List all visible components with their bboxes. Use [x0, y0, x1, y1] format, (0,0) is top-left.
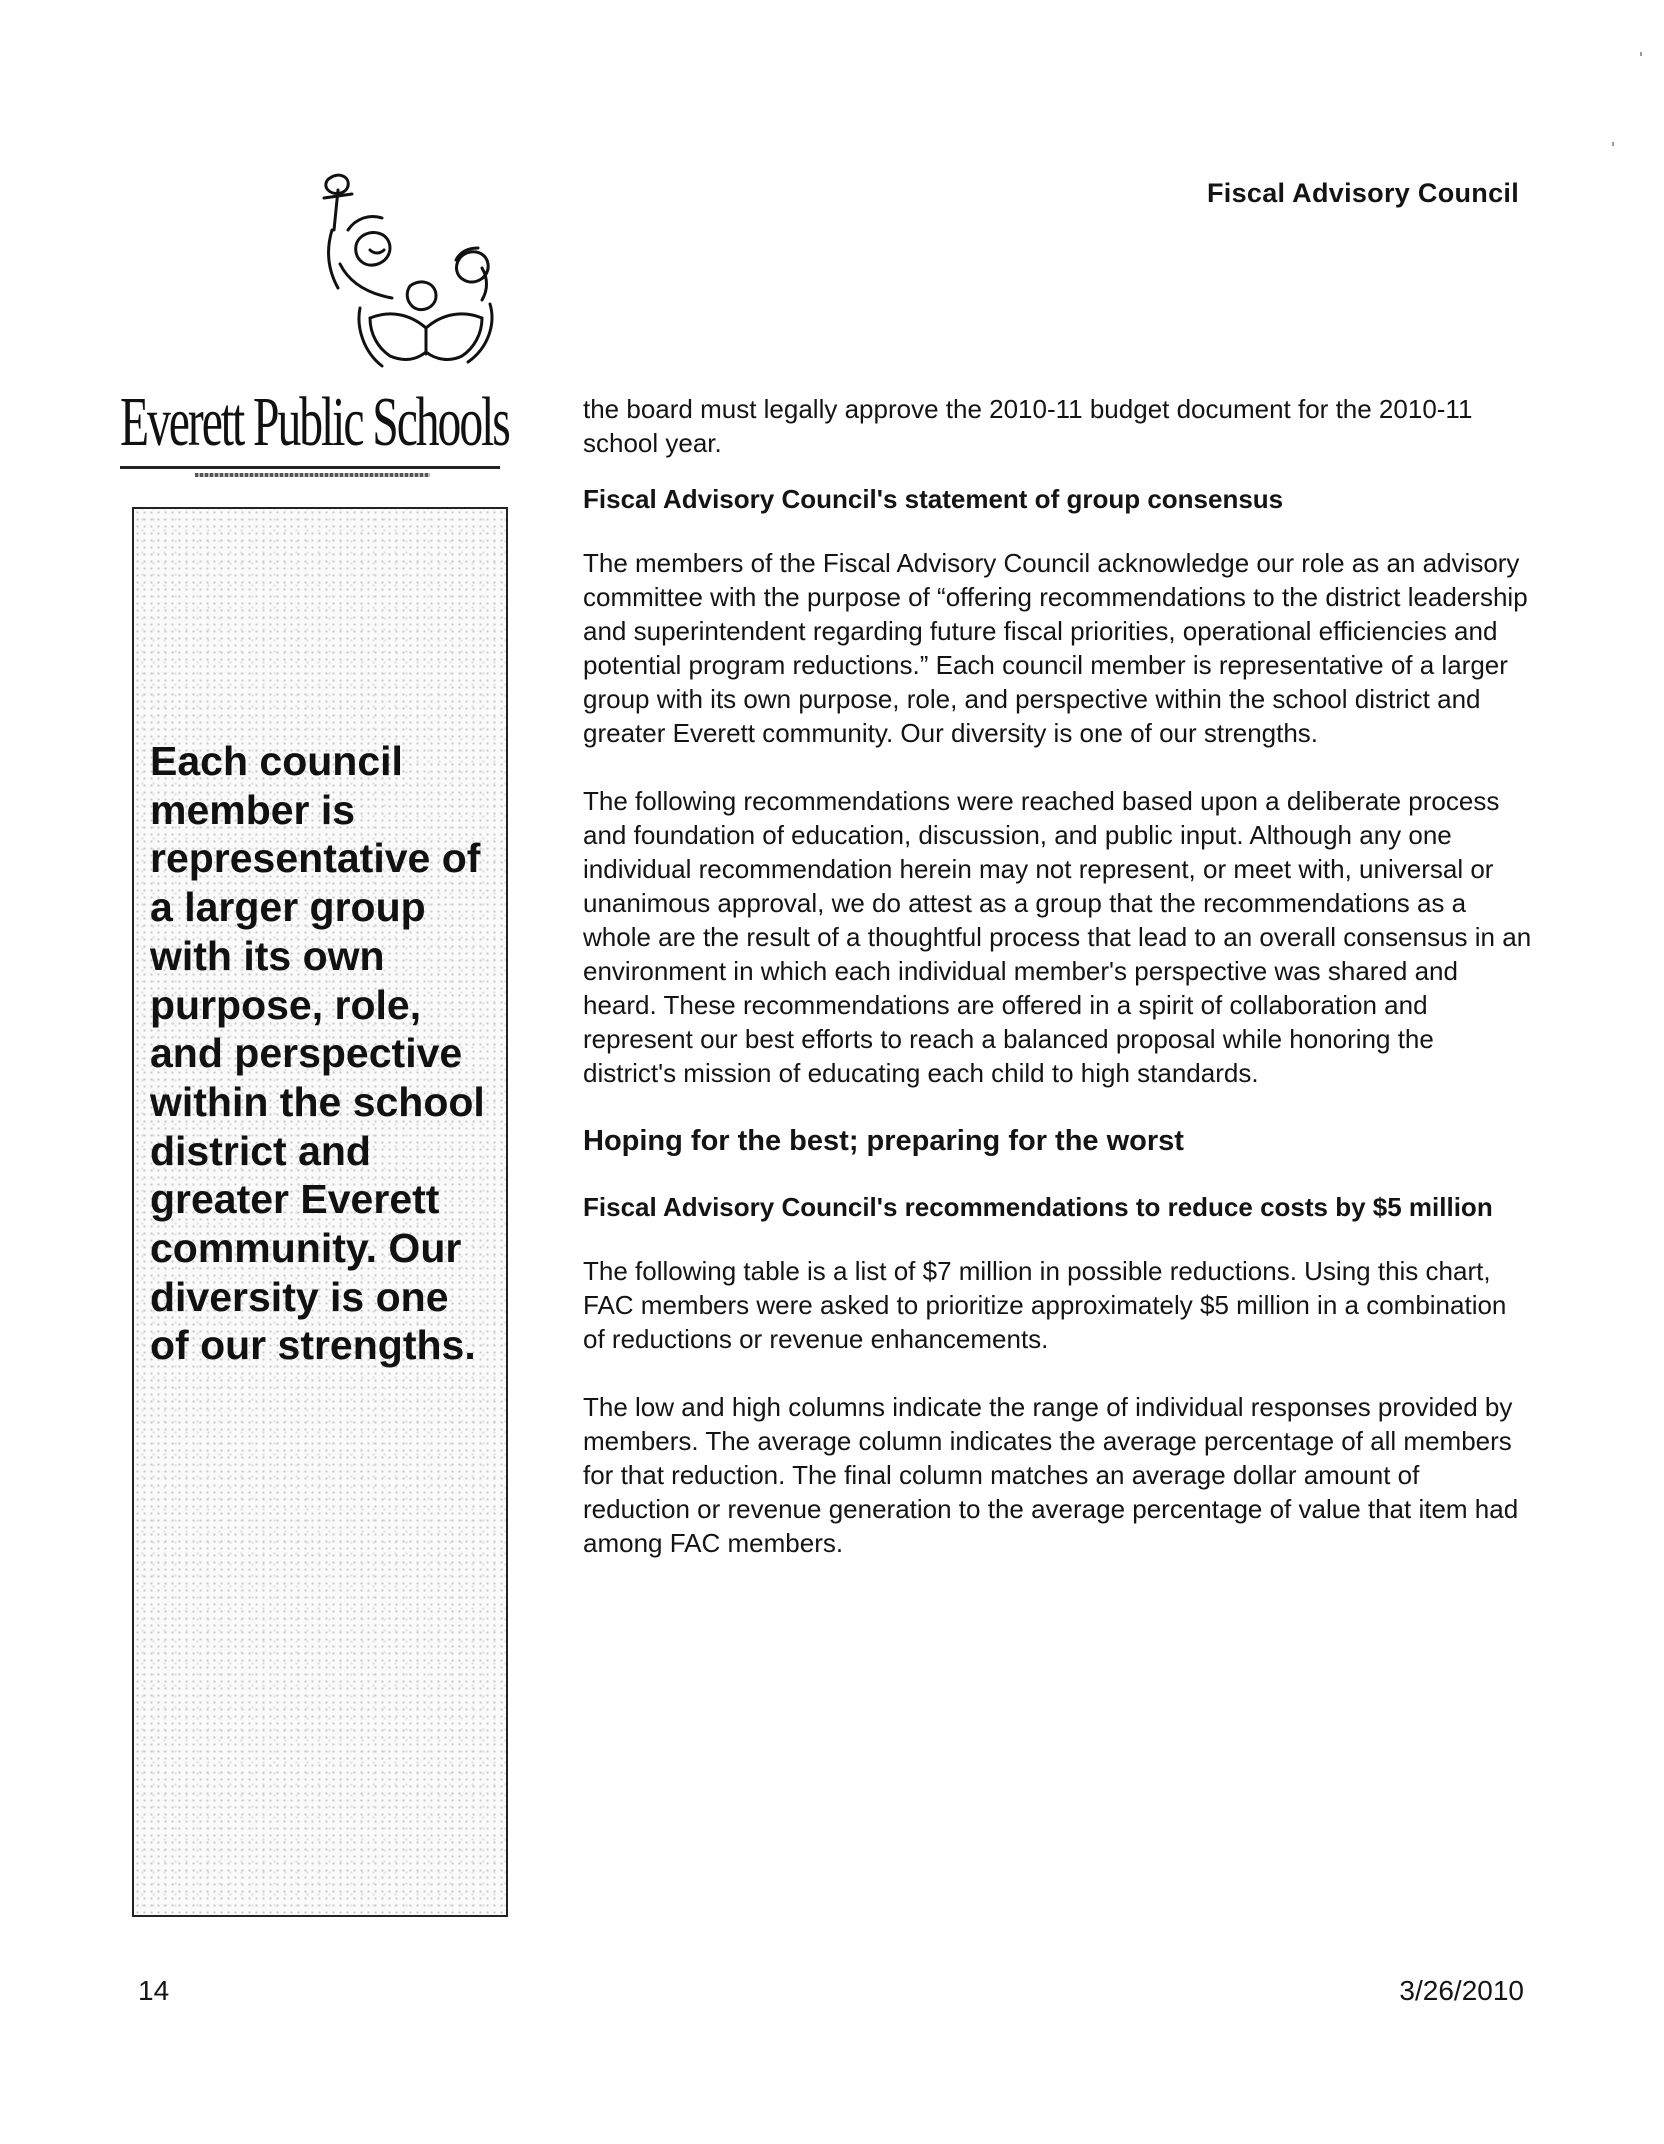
page-header-title: Fiscal Advisory Council	[1207, 178, 1519, 208]
consensus-heading: Fiscal Advisory Council's statement of group consensus	[583, 484, 1284, 514]
consensus-paragraph-2: The following recommendations were reached based upon a deliberate process and foundation of education, discussion, and public input. Although any one individual recommendation herein may not represent, or meet with, universal or unanimous approval, we do attest as a group that the recommendations as a whole are the result of a thoughtful process that lead to an overall consensus in an environment in which each individual member's perspective was shared and heard. These recommendations are offered in a spirit of collaboration and represent our best efforts to reach a balanced proposal while honoring the district's mission of educating each child to high standards.	[583, 786, 1532, 1088]
scan-mark	[1612, 142, 1614, 146]
pull-quote-box	[132, 507, 508, 1917]
section-heading: Hoping for the best; preparing for the worst	[583, 1125, 1184, 1157]
footer-date: 3/26/2010	[1399, 1975, 1524, 2006]
logo-underline-accent	[195, 473, 430, 477]
intro-paragraph: the board must legally approve the 2010-11 budget document for the 2010-11 school year.	[583, 394, 1473, 458]
recommendations-paragraph-2: The low and high columns indicate the range of individual responses provided by members. The average column indicates the average percentage of all members for that reduction. The final column matches an average dollar amount of reduction or revenue generation to the average percentage of value that item had among FAC members.	[583, 1392, 1519, 1558]
organization-name: Everett Public Schools	[120, 384, 509, 461]
page-number: 14	[138, 1975, 170, 2006]
scan-mark	[1640, 52, 1642, 56]
children-reading-icon	[220, 168, 540, 378]
logo-underline	[120, 466, 500, 469]
recommendations-paragraph-1: The following table is a list of $7 million in possible reductions. Using this chart, FAC members were asked to prioritize approximately $5 million in a combination of reductions or revenue enhancements.	[583, 1256, 1507, 1354]
body-column	[583, 392, 1533, 1594]
recommendations-heading: Fiscal Advisory Council's recommendations to reduce costs by $5 million	[583, 1192, 1493, 1222]
pull-quote-text: Each council member is representative of a larger group with its own purpose, role, and perspective within the school district and greater Everett community. Our diversity is one of our strengths.	[150, 738, 485, 1369]
consensus-paragraph-1: The members of the Fiscal Advisory Council acknowledge our role as an advisory committee with the purpose of “offering recommendations to the district leadership and superintendent regarding future fiscal priorities, operational efficiencies and potential program reductions.” Each council member is representative of a larger group with its own purpose, role, and perspective within the school district and greater Everett community. Our diversity is one of our strengths.	[583, 548, 1528, 748]
